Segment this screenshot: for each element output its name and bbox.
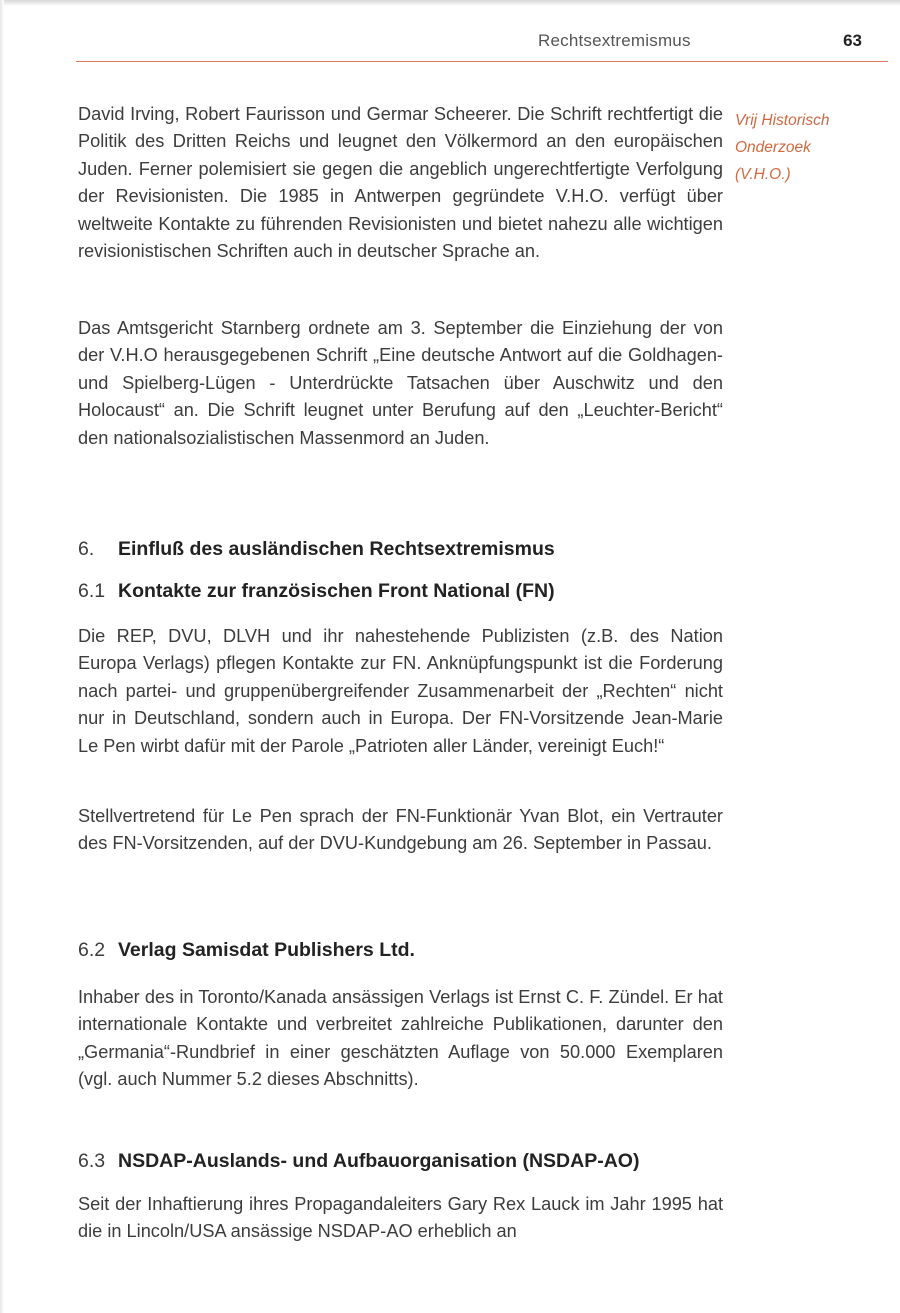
page-top-edge: [0, 0, 900, 6]
margin-note-line: (V.H.O.): [735, 166, 791, 183]
margin-note-line: Vrij Historisch: [735, 112, 830, 129]
page-number: 63: [843, 31, 862, 50]
subsection-heading: [78, 939, 415, 962]
section-number: 6.1: [78, 580, 106, 602]
header-rule: [76, 61, 888, 62]
paragraph: Das Amtsgericht Starnberg ordnete am 3. September die Einziehung der von der V.H.O herausgegebenen Schrift „Eine deutsche Antwort auf die Goldhagen- und Spielberg-Lügen - Unterdrückte Tatsachen über Auschwitz und den Holocaust“ an. Die Schrift leugnet unter Berufung auf den „Leuchter-Bericht“ den nationalsozialistischen Massenmord an Juden.: [78, 318, 723, 448]
section-number: 6.3: [78, 1150, 106, 1172]
section-number: 6.: [78, 538, 95, 560]
section-title: Kontakte zur französischen Front National (FN): [118, 580, 555, 602]
section-title: NSDAP-Auslands- und Aufbauorganisation (NSDAP-AO): [118, 1150, 640, 1172]
paragraph: Inhaber des in Toronto/Kanada ansässigen Verlags ist Ernst C. F. Zündel. Er hat internationale Kontakte und verbreitet zahlreiche Publikationen, darunter den „Germania“-Rundbrief in einer geschätzten Auflage von 50.000 Exemplaren (vgl. auch Nummer 5.2 dieses Abschnitts).: [78, 987, 723, 1090]
margin-note: [735, 107, 885, 188]
paragraph: David Irving, Robert Faurisson und Germar Scheerer. Die Schrift rechtfertigt die Politik des Dritten Reichs und leugnet den Völkermord an den europäischen Juden. Ferner polemisiert sie gegen die angeblich ungerechtfertigte Verfolgung der Revisionisten. Die 1985 in Antwerpen gegründete V.H.O. verfügt über weltweite Kontakte zu führenden Revisionisten und bietet nahezu alle wichtigen revisionistischen Schriften auch in deutscher Sprache an.: [78, 104, 723, 262]
paragraph: Die REP, DVU, DLVH und ihr nahestehende Publizisten (z.B. des Nation Europa Verlags) pflegen Kontakte zur FN. Anknüpfungspunkt ist die Forderung nach partei- und gruppenübergreifender Zusammenarbeit der „Rechten“ nicht nur in Deutschland, sondern auch in Europa. Der FN-Vorsitzende Jean-Marie Le Pen wirbt dafür mit der Parole „Patrioten aller Länder, vereinigt Euch!“: [78, 626, 723, 756]
subsection-heading: [78, 580, 555, 603]
margin-note-line: Onderzoek: [735, 139, 811, 156]
section-number: 6.2: [78, 939, 106, 961]
paragraph: Stellvertretend für Le Pen sprach der FN-Funktionär Yvan Blot, ein Vertrauter des FN-Vorsitzenden, auf der DVU-Kundgebung am 26. September in Passau.: [78, 806, 723, 854]
page-left-edge: [0, 0, 4, 1313]
paragraph: Seit der Inhaftierung ihres Propagandaleiters Gary Rex Lauck im Jahr 1995 hat die in Lincoln/USA ansässige NSDAP-AO erheblich an: [78, 1194, 723, 1242]
running-head: Rechtsextremismus: [538, 31, 691, 50]
section-title: Einfluß des ausländischen Rechtsextremismus: [118, 538, 555, 560]
subsection-heading: [78, 1150, 639, 1173]
section-title: Verlag Samisdat Publishers Ltd.: [118, 939, 415, 961]
section-heading: [78, 538, 555, 561]
